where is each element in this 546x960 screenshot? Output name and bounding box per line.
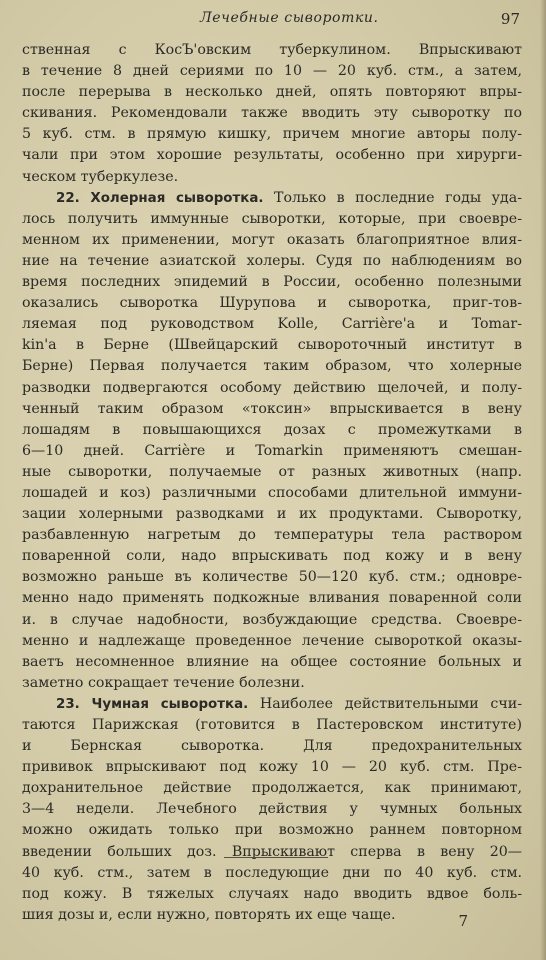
section-heading: 22. Холерная сыворотка. [56, 190, 264, 206]
line-text: ляемая под руководством Kolle, Carrière'a и Tomar- [22, 316, 522, 333]
page-number: 97 [500, 10, 520, 28]
section-divider [224, 857, 328, 858]
line-text: Берне) Первая получается таким образом, что холерные [22, 358, 522, 375]
line-text: зации холерными разводками и их продуктами. Сыворотку, [22, 506, 522, 523]
text-line [22, 652, 522, 673]
line-text: дохранительное действие продолжается, как принимают, [22, 780, 522, 797]
text-line [22, 715, 522, 736]
line-text: разводки подвергаются особому действию щелочей, и полу- [22, 379, 522, 396]
text-line [22, 251, 522, 272]
running-head: Лечебные сыворотки. [200, 10, 379, 26]
text-line [22, 145, 522, 166]
line-text: под кожу. В тяжелых случаях надо вводить вдвое боль- [22, 885, 522, 902]
line-text: поваренной соли, надо впрыскивать под кожу и в вену [22, 548, 522, 565]
line-text: 5 куб. стм. в прямую кишку, причем многие авторы полу- [22, 126, 522, 143]
text-line [22, 293, 522, 314]
text-line [22, 124, 522, 145]
text-line [22, 462, 522, 483]
text-line [22, 209, 522, 230]
line-text: 40 куб. стм., затем в последующие дни по 40 куб. стм. [22, 864, 522, 881]
line-text: 3—4 недели. Лечебного действия у чумных больных [22, 801, 522, 818]
text-line [22, 525, 522, 546]
text-line [22, 905, 522, 926]
line-text: разбавленную нагретым до температуры тела раствором [22, 527, 522, 544]
text-line [22, 588, 522, 609]
line-text: лошадям в повышающихся дозах с промежутками в [22, 421, 522, 438]
line-text: Наиболее действительными счи- [248, 695, 522, 712]
text-line [22, 441, 522, 462]
text-line [22, 335, 522, 356]
text-line [22, 631, 522, 652]
line-text: возможно раньше въ количестве 50—120 куб. стм.; одновре- [22, 569, 522, 586]
line-text: лось получить иммунные сыворотки, которые, при своевре- [22, 210, 522, 227]
text-line [22, 820, 522, 841]
line-text: лошадей и коз) различными способами длительной иммуни- [22, 484, 522, 501]
line-text: шия дозы и, если нужно, повторять их еще чаще. [22, 906, 396, 923]
line-text: и. в случае надобности, возбуждающие средства. Своевре- [22, 611, 522, 628]
text-line [22, 546, 522, 567]
line-text: в течение 8 дней сериями по 10 — 20 куб. стм., а затем, [22, 63, 522, 80]
line-text: менно надо применять подкожные вливания поваренной соли [22, 590, 522, 607]
paragraph-first-line [22, 694, 522, 715]
text-line [22, 230, 522, 251]
text-line [22, 842, 522, 863]
line-text: таются Парижская (готовится в Пастеровском институте) [22, 717, 522, 733]
line-text: менно и надлежаще проведенное лечение сывороткой оказы- [22, 632, 522, 649]
text-line [22, 673, 522, 694]
printer-signature-mark: 7 [458, 912, 468, 930]
line-text: заметно сокращает течение болезни. [22, 674, 305, 691]
line-text: оказались сыворотка Шурупова и сыворотка, приг-тов- [22, 295, 522, 312]
line-text: ченный таким образом «токсин» впрыскивается в вену [22, 400, 522, 417]
text-line [22, 757, 522, 778]
line-text: и Бернская сыворотка. Для предохранительных [22, 738, 522, 755]
text-line [22, 61, 522, 82]
text-line [22, 799, 522, 820]
line-text: ные сыворотки, получаемые от разных животных (напр. [22, 463, 522, 480]
section-heading: 23. Чумная сыворотка. [56, 696, 249, 712]
text-line [22, 399, 522, 420]
line-text: после перерыва в несколько дней, опять повторяют впры- [22, 84, 522, 101]
line-text: менном их применении, могут оказать благоприятное влия- [22, 231, 522, 248]
line-text: время последних эпидемий в России, особенно полезными [22, 274, 522, 291]
page-edge-shadow [540, 0, 546, 960]
body-text [22, 40, 522, 926]
paragraph-first-line [22, 188, 522, 209]
text-line [22, 103, 522, 124]
text-line [22, 736, 522, 757]
line-text: ственная с КосЪ'овским туберкулином. Впрыскивают [22, 42, 522, 58]
line-text: ческом туберкулезе. [22, 168, 179, 185]
line-text: 6—10 дней. Carrière и Tomarkin применяютъ смешан- [22, 442, 522, 459]
text-line [22, 378, 522, 399]
text-line [22, 567, 522, 588]
text-line [22, 272, 522, 293]
text-line [22, 40, 522, 61]
text-line [22, 82, 522, 103]
page-header [22, 10, 524, 34]
text-line [22, 356, 522, 377]
line-text: Только в последние годы уда- [263, 189, 522, 206]
line-text: введении больших доз. Впрыскивают сперва в вену 20— [22, 843, 522, 860]
line-text: kin'a в Берне (Швейцарский сывороточный институт в [22, 337, 522, 354]
text-line [22, 884, 522, 905]
line-text: можно ожидать только при возможно раннем повторном [22, 822, 522, 839]
line-text: прививок впрыскивают под кожу 10 — 20 куб. стм. Пре- [22, 759, 522, 776]
text-line [22, 610, 522, 631]
text-line [22, 314, 522, 335]
line-text: чали при этом хорошие результаты, особенно при хирурги- [22, 147, 522, 164]
text-line [22, 483, 522, 504]
line-text: ваетъ несомненное влияние на общее состояние больных и [22, 653, 522, 670]
text-line [22, 863, 522, 884]
line-text: скивания. Рекомендовали также вводить эту сыворотку по [22, 105, 522, 122]
line-text: ние на течение азиатской холеры. Судя по наблюдениям во [22, 252, 522, 269]
text-line [22, 420, 522, 441]
text-line [22, 504, 522, 525]
text-line [22, 167, 522, 188]
text-line [22, 778, 522, 799]
